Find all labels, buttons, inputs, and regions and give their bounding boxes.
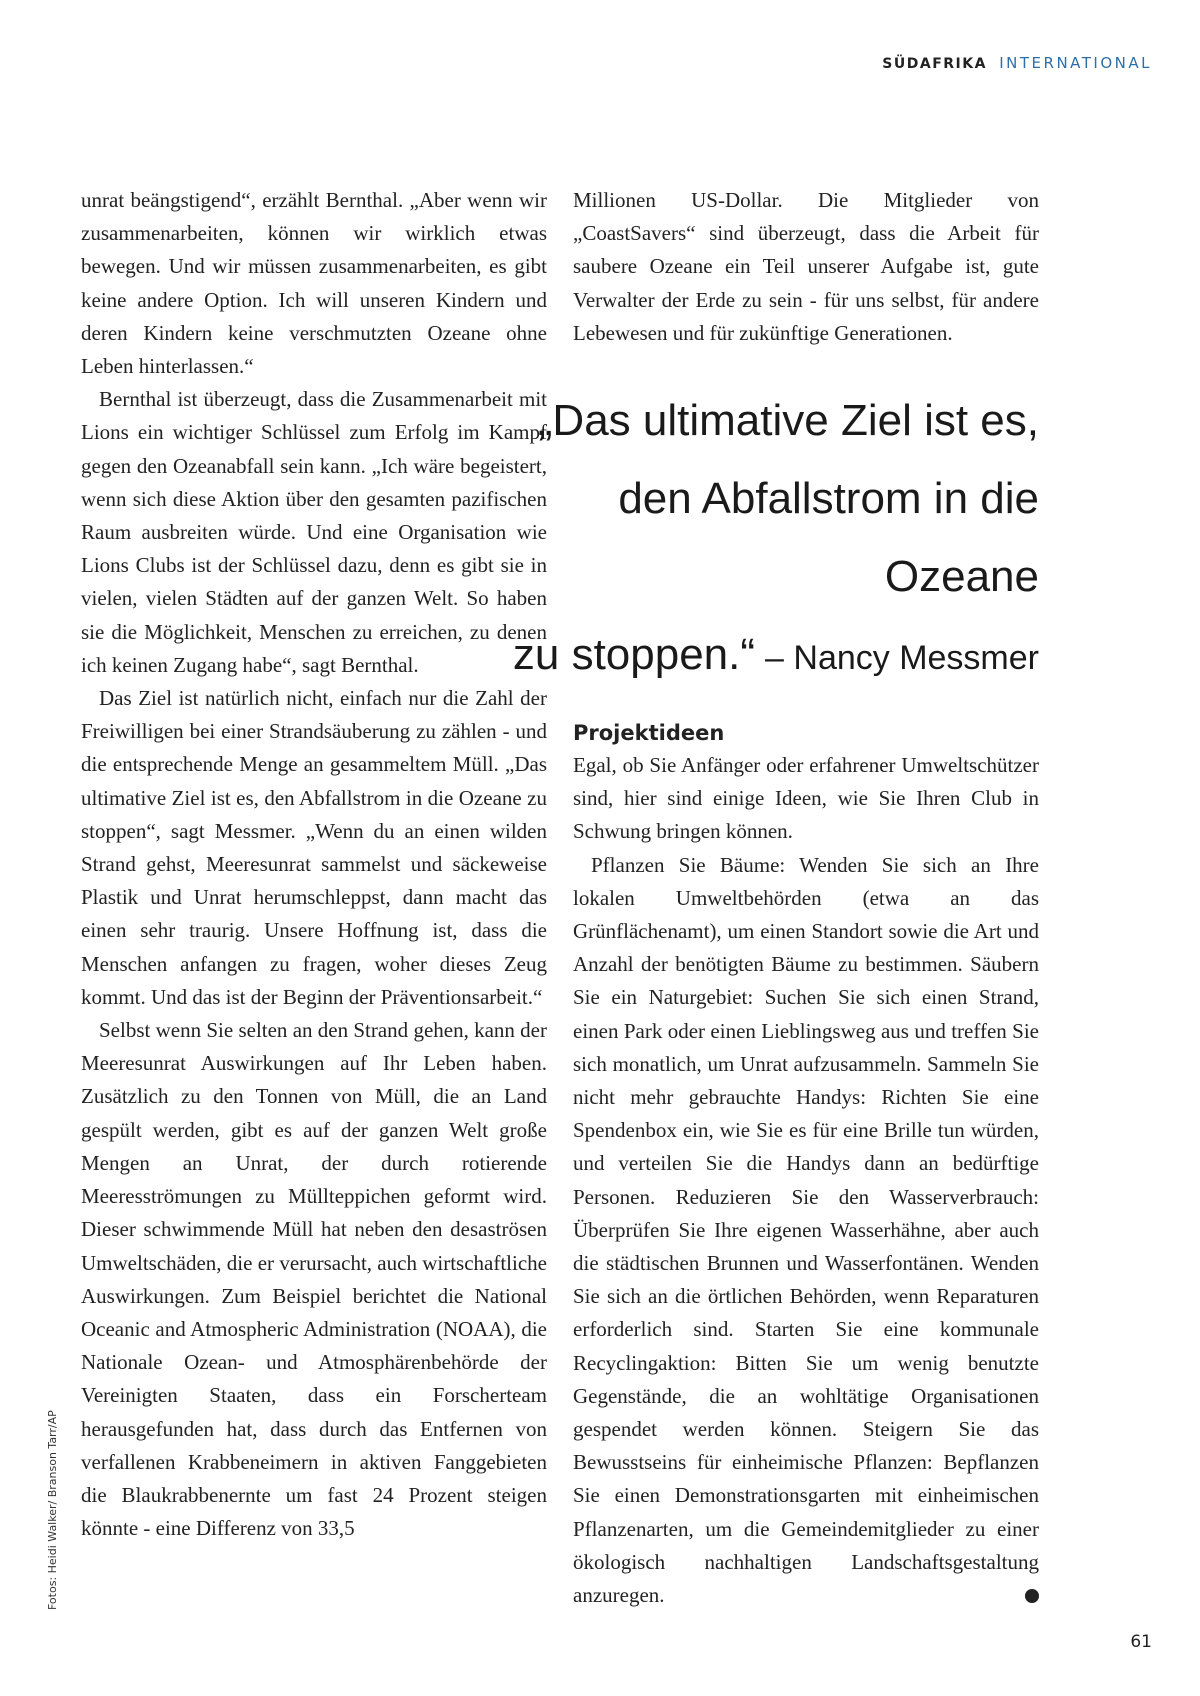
page-number: 61 — [1130, 1632, 1152, 1652]
header-section: SÜDAFRIKA — [882, 56, 987, 72]
photo-credit: Fotos: Heidi Walker/ Branson Tarr/AP — [46, 1410, 59, 1610]
pull-quote-line-3: zu stoppen.“ — [512, 630, 756, 680]
pull-quote — [455, 382, 1039, 697]
right-paragraph-2-text: Pflanzen Sie Bäume: Wenden Sie sich an Ihre lokalen Umweltbehörden (etwa an das Grünflächenamt), um einen Standort sowie die Art und Anzahl der benötigten Bäume zu bestimmen. Säubern Sie ein Naturgebiet: Suchen Sie sich einen Strand, einen Park oder einen Lieblingsweg aus und treffen Sie sich monatlich, um Unrat aufzusammeln. Sammeln Sie nicht mehr gebrauchte Handys: Richten Sie eine Spendenbox ein, wie Sie es für eine Brille tun würden, und verteilen Sie die Handys dann an bedürftige Personen. Reduzieren Sie den Wasserverbrauch: Überprüfen Sie Ihre eigenen Wasserhähne, aber auch die städtischen Brunnen und Wasserfontänen. Wenden Sie sich an die örtlichen Behörden, wenn Reparaturen erforderlich sind. Starten Sie eine kommunale Recyclingaktion: Bitten Sie um wenig benutzte Gegenstände, die an wohltätige Organisationen gespendet werden können. Steigern Sie das Bewusstseins für einheimische Pflanzen: Bepflanzen Sie einen Demonstrationsgarten mit einheimischen Pflanzenarten, um die Gemeindemitglieder zu einer ökologisch nachhaltigen Landschaftsgestaltung anzuregen. — [573, 852, 1039, 1608]
left-paragraph-3: Das Ziel ist natürlich nicht, einfach nur die Zahl der Freiwilligen bei einer Strandsäuberung zu zählen - und die entsprechende Menge an gesammeltem Müll. „Das ultimative Ziel ist es, den Abfallstrom in die Ozeane zu stoppen“, sagt Messmer. „Wenn du an einen wilden Strand gehst, Meeresunrat sammelst und säckeweise Plastik und Unrat herumschleppst, dann macht das einen sehr traurig. Unsere Hoffnung ist, dass die Menschen anfangen zu fragen, woher dieses Zeug kommt. Und das ist der Beginn der Präventionsarbeit.“ — [81, 686, 547, 1009]
left-paragraph-2: Bernthal ist überzeugt, dass die Zusammenarbeit mit Lions ein wichtiger Schlüssel zum Erfolg im Kampf gegen den Ozeanabfall sein kann. „Ich wäre begeistert, wenn sich diese Aktion über den gesamten pazifischen Raum ausbreiten würde. Und eine Organisation wie Lions Clubs ist der Schlüssel dazu, denn es gibt sie in vielen, vielen Städten auf der ganzen Welt. So haben sie die Möglichkeit, Menschen zu erreichen, zu denen ich keinen Zugang habe“, sagt Bernthal. — [81, 387, 547, 677]
right-intro-paragraph: Millionen US-Dollar. Die Mitglieder von „CoastSavers“ sind überzeugt, dass die Arbeit für saubere Ozeane ein Teil unserer Aufgabe ist, gute Verwalter der Erde zu sein - für uns selbst, für andere Lebewesen und für zukünftige Generationen. — [573, 188, 1039, 345]
lions-end-mark-icon: L — [1025, 1589, 1039, 1603]
right-column — [512, 184, 1050, 1612]
header-category: INTERNATIONAL — [999, 54, 1152, 72]
pull-quote-line-3-wrap — [455, 616, 1039, 697]
pull-quote-line-1: „Das ultimative Ziel ist es, — [537, 396, 1039, 446]
section-subheading: Projektideen — [573, 721, 725, 746]
left-paragraph-4: Selbst wenn Sie selten an den Strand gehen, kann der Meeresunrat Auswirkungen auf Ihr Leben haben. Zusätzlich zu den Tonnen von Müll, die an Land gespült werden, gibt es auf der ganzen Welt große Mengen an Unrat, der durch rotierende Meeresströmungen zu Müllteppichen geformt wird. Dieser schwimmende Müll hat neben den desaströsen Umweltschäden, die er verursacht, auch wirtschaftliche Auswirkungen. Zum Beispiel berichtet die National Oceanic and Atmospheric Administration (NOAA), die Nationale Ozean- und Atmosphärenbehörde der Vereinigten Staaten, dass ein Forscherteam herausgefunden hat, dass durch das Entfernen von verfallenen Krabbeneimern in aktiven Fanggebieten die Blaukrabbenernte um fast 24 Prozent steigen könnte - eine Differenz von 33,5 — [81, 1018, 547, 1541]
right-paragraph-1: Egal, ob Sie Anfänger oder erfahrener Umweltschützer sind, hier sind einige Ideen, wie Sie Ihren Club in Schwung bringen können. — [573, 753, 1039, 844]
pull-quote-line-2: den Abfallstrom in die Ozeane — [618, 474, 1039, 602]
pull-quote-author: – Nancy Messmer — [765, 639, 1039, 678]
right-paragraph-2 — [573, 849, 1050, 1613]
left-paragraph-1: unrat beängstigend“, erzählt Bernthal. „Aber wenn wir zusammenarbeiten, können wir wirklich etwas bewegen. Und wir müssen zusammenarbeiten, es gibt keine andere Option. Ich will unseren Kindern und deren Kindern keine verschmutzten Ozeane ohne Leben hinterlassen.“ — [81, 188, 547, 379]
running-header — [882, 54, 1152, 72]
